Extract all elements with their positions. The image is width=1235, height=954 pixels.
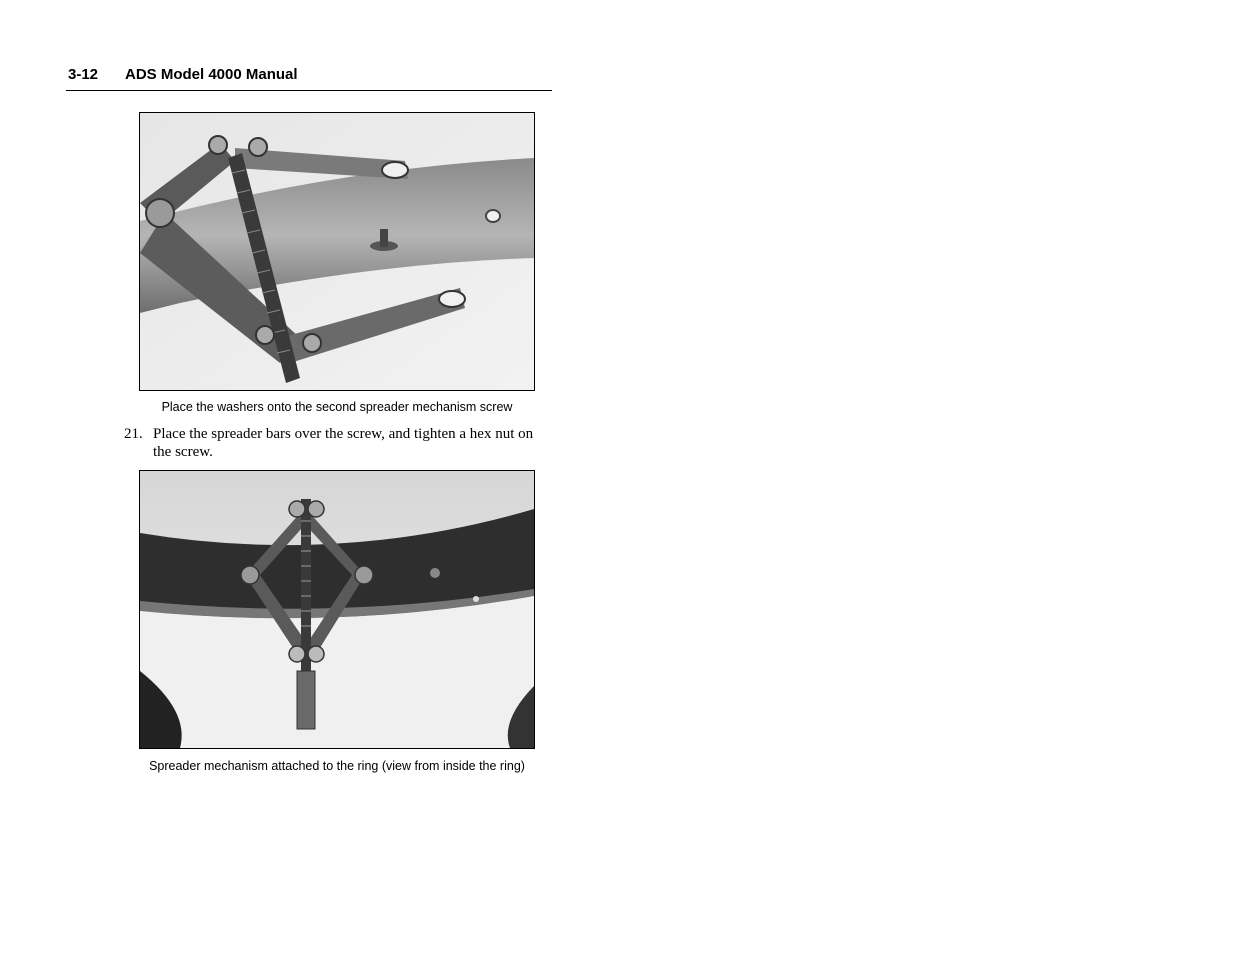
step-number: 21. <box>124 426 143 442</box>
figure-spreader-photo <box>139 470 535 749</box>
figure-caption: Place the washers onto the second spreader mechanism screw <box>161 400 513 414</box>
page-number: 3-12 <box>68 66 99 83</box>
step-text: Place the spreader bars over the screw, and tighten a hex nut on the screw. <box>153 426 534 460</box>
figure-caption: Spreader mechanism attached to the ring (view from inside the ring) <box>149 759 525 773</box>
figure-washers-photo <box>139 112 535 391</box>
manual-title: ADS Model 4000 Manual <box>125 66 298 83</box>
header-rule <box>66 90 552 91</box>
